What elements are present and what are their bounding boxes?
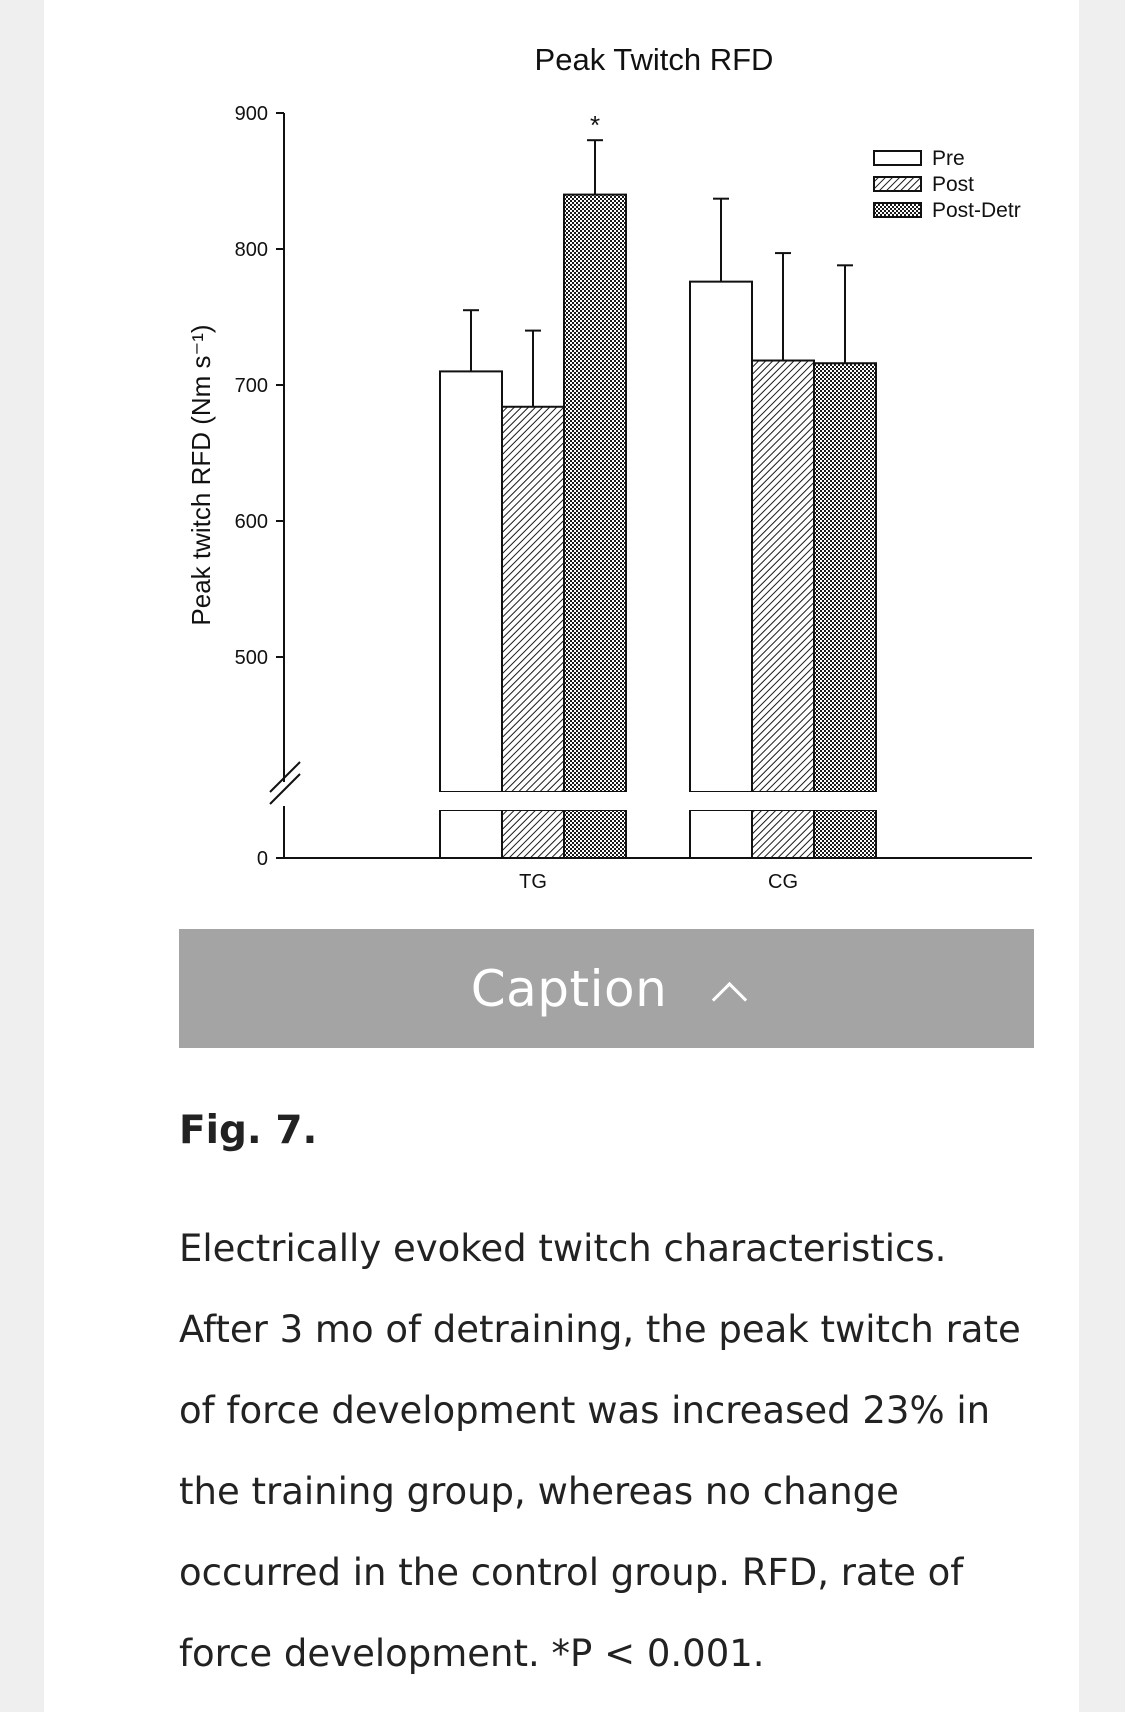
chevron-up-icon [712,982,747,1017]
bar-chart [44,0,1079,915]
bar-base-pre-cg [690,810,752,858]
page-card [44,0,1079,1712]
bar-base-post-cg [752,810,814,858]
bar-base-post-tg [502,810,564,858]
bar-pre-tg [440,371,502,792]
legend-swatch-pre [874,151,921,165]
bar-break-gap [438,792,504,810]
bar-base-post-detr-tg [564,810,626,858]
legend-label-post-detr: Post-Detr [932,199,1021,222]
chart-title: Peak Twitch RFD [534,42,774,77]
bar-break-gap [500,792,566,810]
bar-break-gap [562,792,628,810]
significance-annotation: * [589,110,601,141]
bar-break-gap [750,792,816,810]
caption-toggle-button[interactable] [179,929,1034,1048]
bar-post-detr-cg [814,363,876,792]
bar-pre-cg [690,282,752,792]
caption-toggle-label: Caption [470,959,668,1018]
bar-post-cg [752,361,814,792]
y-tick-label: 700 [234,375,268,397]
legend-label-pre: Pre [932,147,965,170]
bar-post-detr-tg [564,195,626,792]
legend-swatch-post-detr [874,203,921,217]
bar-break-gap [812,792,878,810]
bar-break-gap [688,792,754,810]
y-tick-label: 0 [256,848,268,870]
y-tick-label: 800 [234,239,268,261]
legend-swatch-post [874,177,921,191]
chart-legend [874,147,1021,222]
y-axis-label: Peak twitch RFD (Nm s⁻¹) [186,324,216,626]
bar-base-post-detr-cg [814,810,876,858]
bar-post-tg [502,407,564,792]
x-tick-label-cg: CG [768,871,798,893]
chart-axes [235,103,1032,870]
legend-label-post: Post [932,173,975,196]
y-tick-label: 600 [234,511,268,533]
y-tick-label: 900 [234,103,268,125]
y-tick-label: 500 [234,647,268,669]
chart-bars [438,110,878,893]
figure-caption-text: Electrically evoked twitch characteristics. After 3 mo of detraining, the peak twitch rate of force development was increased 23% in the training group, whereas no change occurred in the control group. RFD, rate of force development. *P < 0.001. [179,1227,1021,1675]
figure-panel [44,0,1079,915]
bar-base-pre-tg [440,810,502,858]
figure-label: Fig. 7. [179,1108,318,1153]
x-tick-label-tg: TG [519,871,547,893]
